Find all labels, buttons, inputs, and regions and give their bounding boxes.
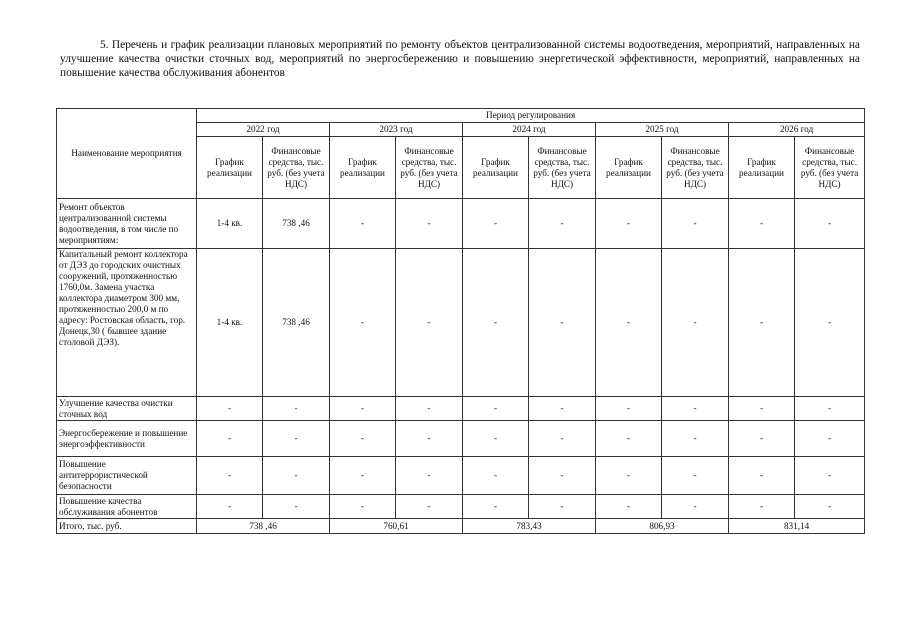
schedule-cell: - — [729, 457, 795, 495]
schedule-cell: - — [463, 397, 529, 421]
schedule-cell: 1-4 кв. — [197, 199, 263, 249]
schedule-header: График реализации — [463, 137, 529, 199]
schedule-cell: - — [729, 199, 795, 249]
finance-cell: - — [662, 199, 729, 249]
document-heading — [60, 38, 860, 80]
schedule-cell: - — [330, 495, 396, 519]
table-row — [57, 249, 865, 397]
finance-cell: - — [795, 495, 865, 519]
finance-cell: - — [263, 421, 330, 457]
schedule-cell: - — [729, 249, 795, 397]
schedule-cell: - — [729, 397, 795, 421]
schedule-cell: - — [729, 495, 795, 519]
finance-cell: - — [263, 495, 330, 519]
finance-cell: - — [529, 495, 596, 519]
activity-name-cell: Капитальный ремонт коллектора от ДЭЗ до городских очистных сооружений, протяженностью 1760,0м. Замена участка коллектора диаметром 300 мм, протяженностью 200,0 м по адресу: Ростовская область, гор. Донецк,30 ( бывшее здание столовой ДЭЗ). — [57, 249, 197, 397]
table-row — [57, 397, 865, 421]
activity-name-cell: Повышение антитеррористической безопасности — [57, 457, 197, 495]
schedule-cell: - — [330, 199, 396, 249]
finance-cell: - — [396, 495, 463, 519]
finance-header: Финансовые средства, тыс. руб. (без учета НДС) — [396, 137, 463, 199]
year-header: 2022 год — [197, 123, 330, 137]
schedule-header: График реализации — [330, 137, 396, 199]
total-cell: 831,14 — [729, 519, 865, 534]
table-row — [57, 495, 865, 519]
finance-cell: - — [529, 421, 596, 457]
heading-text: 5. Перечень и график реализации плановых мероприятий по ремонту объектов централизованной системы водоотведения, мероприятий, направленных на улучшение качества очистки сточных вод, мероприятий по энергосбережению и повышению энергетической эффективности, мероприятий, направленных на повышение качества обслуживания абонентов — [60, 39, 860, 79]
schedule-cell: - — [463, 249, 529, 397]
finance-cell: - — [662, 397, 729, 421]
finance-cell: - — [795, 421, 865, 457]
finance-header: Финансовые средства, тыс. руб. (без учета НДС) — [529, 137, 596, 199]
activity-name-cell: Энергосбережение и повышение энергоэффективности — [57, 421, 197, 457]
totals-row — [57, 519, 865, 534]
schedule-cell: - — [596, 397, 662, 421]
schedule-cell: - — [463, 421, 529, 457]
table-row — [57, 457, 865, 495]
schedule-cell: - — [197, 457, 263, 495]
table-row — [57, 199, 865, 249]
finance-cell: - — [662, 495, 729, 519]
finance-header: Финансовые средства, тыс. руб. (без учета НДС) — [662, 137, 729, 199]
total-cell: 760,61 — [330, 519, 463, 534]
schedule-cell: - — [197, 495, 263, 519]
period-header: Период регулирования — [197, 109, 865, 123]
schedule-cell: - — [596, 457, 662, 495]
finance-cell: - — [396, 421, 463, 457]
finance-cell: - — [795, 199, 865, 249]
table-row — [57, 421, 865, 457]
schedule-cell: - — [596, 421, 662, 457]
finance-cell: 738 ,46 — [263, 249, 330, 397]
schedule-header: График реализации — [729, 137, 795, 199]
schedule-header: График реализации — [197, 137, 263, 199]
year-header: 2025 год — [596, 123, 729, 137]
schedule-cell: - — [463, 457, 529, 495]
year-header: 2024 год — [463, 123, 596, 137]
name-column-header: Наименование мероприятия — [57, 109, 197, 199]
schedule-cell: - — [729, 421, 795, 457]
finance-cell: - — [263, 457, 330, 495]
total-cell: 783,43 — [463, 519, 596, 534]
year-header: 2023 год — [330, 123, 463, 137]
schedule-cell: - — [197, 397, 263, 421]
finance-header: Финансовые средства, тыс. руб. (без учета НДС) — [263, 137, 330, 199]
finance-header: Финансовые средства, тыс. руб. (без учета НДС) — [795, 137, 865, 199]
finance-cell: - — [795, 249, 865, 397]
schedule-cell: - — [330, 397, 396, 421]
finance-cell: - — [529, 457, 596, 495]
finance-cell: - — [263, 397, 330, 421]
finance-cell: - — [529, 397, 596, 421]
finance-cell: - — [662, 421, 729, 457]
finance-cell: - — [396, 397, 463, 421]
schedule-header: График реализации — [596, 137, 662, 199]
activities-schedule-table — [56, 108, 865, 534]
schedule-cell: - — [197, 421, 263, 457]
activity-name-cell: Ремонт объектов централизованной системы водоотведения, в том числе по мероприятиям: — [57, 199, 197, 249]
total-label: Итого, тыс. руб. — [57, 519, 197, 534]
finance-cell: - — [529, 249, 596, 397]
finance-cell: - — [396, 249, 463, 397]
schedule-cell: - — [463, 199, 529, 249]
total-cell: 806,93 — [596, 519, 729, 534]
finance-cell: - — [529, 199, 596, 249]
finance-cell: - — [795, 457, 865, 495]
schedule-cell: - — [330, 421, 396, 457]
table-body — [57, 199, 865, 519]
finance-cell: - — [396, 457, 463, 495]
total-cell: 738 ,46 — [197, 519, 330, 534]
schedule-cell: 1-4 кв. — [197, 249, 263, 397]
activity-name-cell: Улучшение качества очистки сточных вод — [57, 397, 197, 421]
finance-cell: - — [662, 457, 729, 495]
activity-name-cell: Повышение качества обслуживания абонентов — [57, 495, 197, 519]
schedule-cell: - — [330, 457, 396, 495]
finance-cell: - — [795, 397, 865, 421]
schedule-cell: - — [596, 495, 662, 519]
schedule-cell: - — [463, 495, 529, 519]
schedule-cell: - — [596, 199, 662, 249]
finance-cell: 738 ,46 — [263, 199, 330, 249]
year-header: 2026 год — [729, 123, 865, 137]
finance-cell: - — [662, 249, 729, 397]
header-row-period — [57, 109, 865, 123]
schedule-cell: - — [330, 249, 396, 397]
finance-cell: - — [396, 199, 463, 249]
schedule-cell: - — [596, 249, 662, 397]
